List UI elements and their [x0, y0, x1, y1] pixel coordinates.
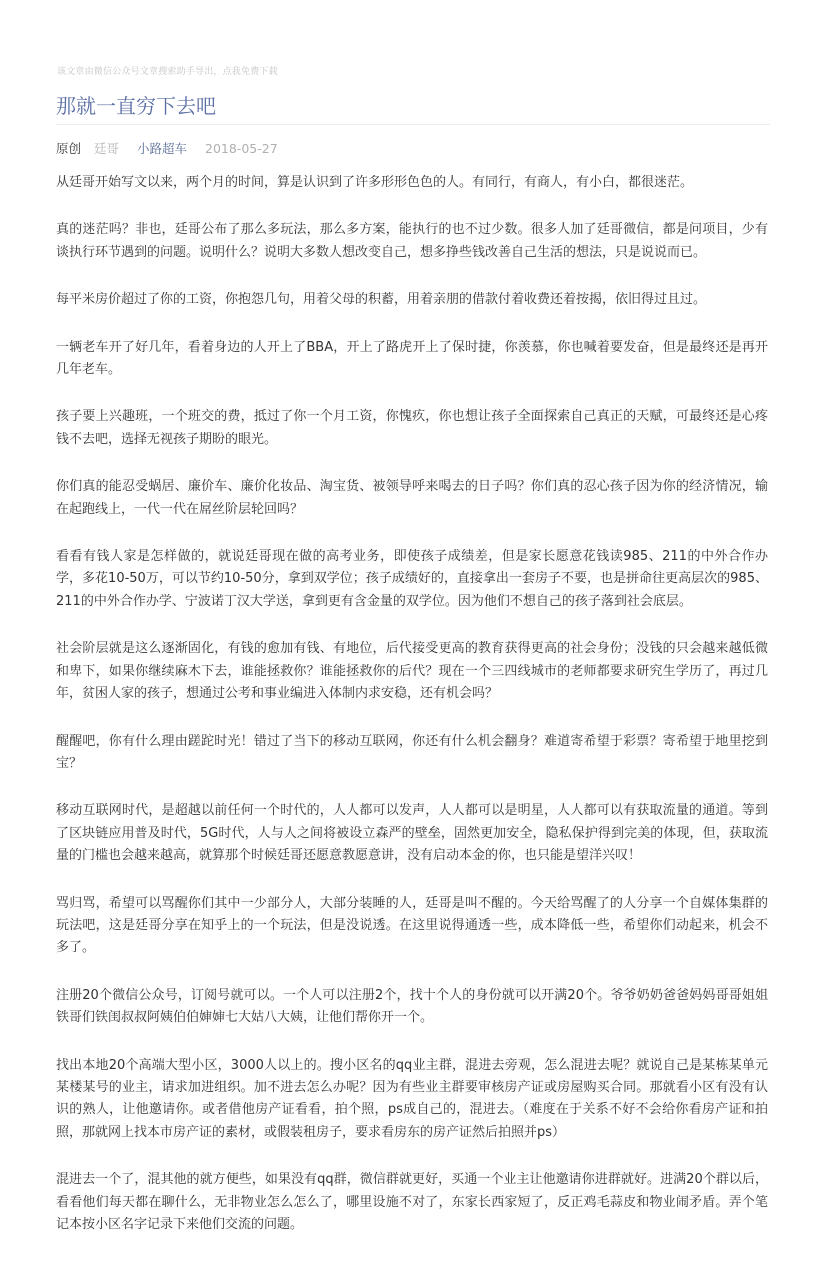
paragraph: 醒醒吧，你有什么理由蹉跎时光！错过了当下的移动互联网，你还有什么机会翻身？难道寄希望于彩票？寄希望于地里挖到宝？: [56, 733, 768, 771]
publish-date: 2018-05-27: [205, 141, 278, 156]
paragraph: 移动互联网时代，是超越以前任何一个时代的，人人都可以发声，人人都可以是明星，人人都可以有获取流量的通道。等到了区块链应用普及时代，5G时代，人与人之间将被设立森严的壁垒，固然更加安全，隐私保护得到完美的体现，但，获取流量的门槛也会越来越高，就算那个时候廷哥还愿意教愿意讲，没有启动本金的你，也只能是望洋兴叹！: [56, 803, 768, 864]
paragraph: 一辆老车开了好几年，看着身边的人开上了BBA，开上了路虎开上了保时捷，你羡慕，你也喊着要发奋，但是最终还是再开几年老车。: [56, 339, 768, 378]
original-label: 原创: [56, 141, 82, 156]
paragraph: 孩子要上兴趣班，一个班交的费，抵过了你一个月工资，你愧疚，你也想让孩子全面探索自己真正的天赋，可最终还是心疼钱不去吧，选择无视孩子期盼的眼光。: [56, 409, 768, 447]
paragraph: 看看有钱人家是怎样做的，就说廷哥现在做的高考业务，即使孩子成绩差，但是家长愿意花钱读985、211的中外合作办学，多花10-50万，可以节约10-50分，拿到双学位；孩子成绩好的，直接拿出一套房子不要，也是拼命往更高层次的985、211的中外合作办学、宁波诺丁汉大学送，拿到更有含金量的双学位。因为他们不想自己的孩子落到社会底层。: [56, 549, 768, 609]
author-name: 廷哥: [94, 141, 120, 156]
export-notice-link[interactable]: 该文章由微信公众号文章搜索助手导出，点我免费下载: [57, 67, 278, 77]
paragraph: 从廷哥开始写文以来，两个月的时间，算是认识到了许多形形色色的人。有同行，有商人，有小白，都很迷茫。: [56, 175, 694, 190]
article-body: [56, 172, 768, 1261]
paragraph: 混进去一个了，混其他的就方便些，如果没有qq群，微信群就更好，买通一个业主让他邀请你进群就好。进满20个群以后，看看他们每天都在聊什么，无非物业怎么怎么了，哪里设施不对了，东家长西家短了，反正鸡毛蒜皮和物业闹矛盾。弄个笔记本按小区名字记录下来他们交流的问题。: [56, 1172, 768, 1232]
paragraph: 每平米房价超过了你的工资，你抱怨几句，用着父母的积蓄，用着亲朋的借款付着收费还着按揭，依旧得过且过。: [56, 292, 707, 308]
paragraph: 社会阶层就是这么逐渐固化，有钱的愈加有钱、有地位，后代接受更高的教育获得更高的社会身份；没钱的只会越来越低微和卑下，如果你继续麻木下去，谁能拯救你？谁能拯救你的后代？现在一个三四线城市的老师都要求研究生学历了，再过几年，贫困人家的孩子，想通过公考和事业编进入体制内求安稳，还有机会吗？: [56, 641, 768, 702]
paragraph: 真的迷茫吗？非也，廷哥公布了那么多玩法，那么多方案，能执行的也不过少数。很多人加了廷哥微信，都是问项目，少有谈执行环节遇到的问题。说明什么？说明大多数人想改变自己，想多挣些钱改善自己生活的想法，只是说说而已。: [56, 222, 768, 260]
paragraph: 你们真的能忍受蜗居、廉价车、廉价化妆品、淘宝货、被领导呼来喝去的日子吗？你们真的忍心孩子因为你的经济情况，输在起跑线上，一代一代在屌丝阶层轮回吗？: [56, 479, 768, 517]
paragraph: 找出本地20个高端大型小区，3000人以上的。搜小区名的qq业主群，混进去旁观，怎么混进去呢？就说自己是某栋某单元某楼某号的业主，请求加进组织。加不进去怎么办呢？因为有些业主群要审核房产证或房屋购买合同。那就看小区有没有认识的熟人，让他邀请你。或者借他房产证看看，拍个照，ps成自己的，混进去。（难度在于关系不好不会给你看房产证和拍照，那就网上找本市房产证的素材，或假装租房子，要求看房东的房产证然后拍照并ps）: [56, 1057, 768, 1140]
paragraph: 注册20个微信公众号，订阅号就可以。一个人可以注册2个，找十个人的身份就可以开满20个。爷爷奶奶爸爸妈妈哥哥姐姐铁哥们铁闺叔叔阿姨伯伯婶婶七大姑八大姨，让他们帮你开一个。: [56, 987, 768, 1026]
title-divider: [56, 124, 770, 125]
article-meta: [56, 139, 278, 157]
account-link[interactable]: 小路超车: [137, 141, 188, 156]
article-title: 那就一直穷下去吧: [56, 94, 216, 118]
paragraph: 骂归骂，希望可以骂醒你们其中一少部分人，大部分装睡的人，廷哥是叫不醒的。今天给骂醒了的人分享一个自媒体集群的玩法吧，这是廷哥分享在知乎上的一个玩法，但是没说透。在这里说得通透一些，成本降低一些，希望你们动起来，机会不多了。: [56, 895, 768, 956]
